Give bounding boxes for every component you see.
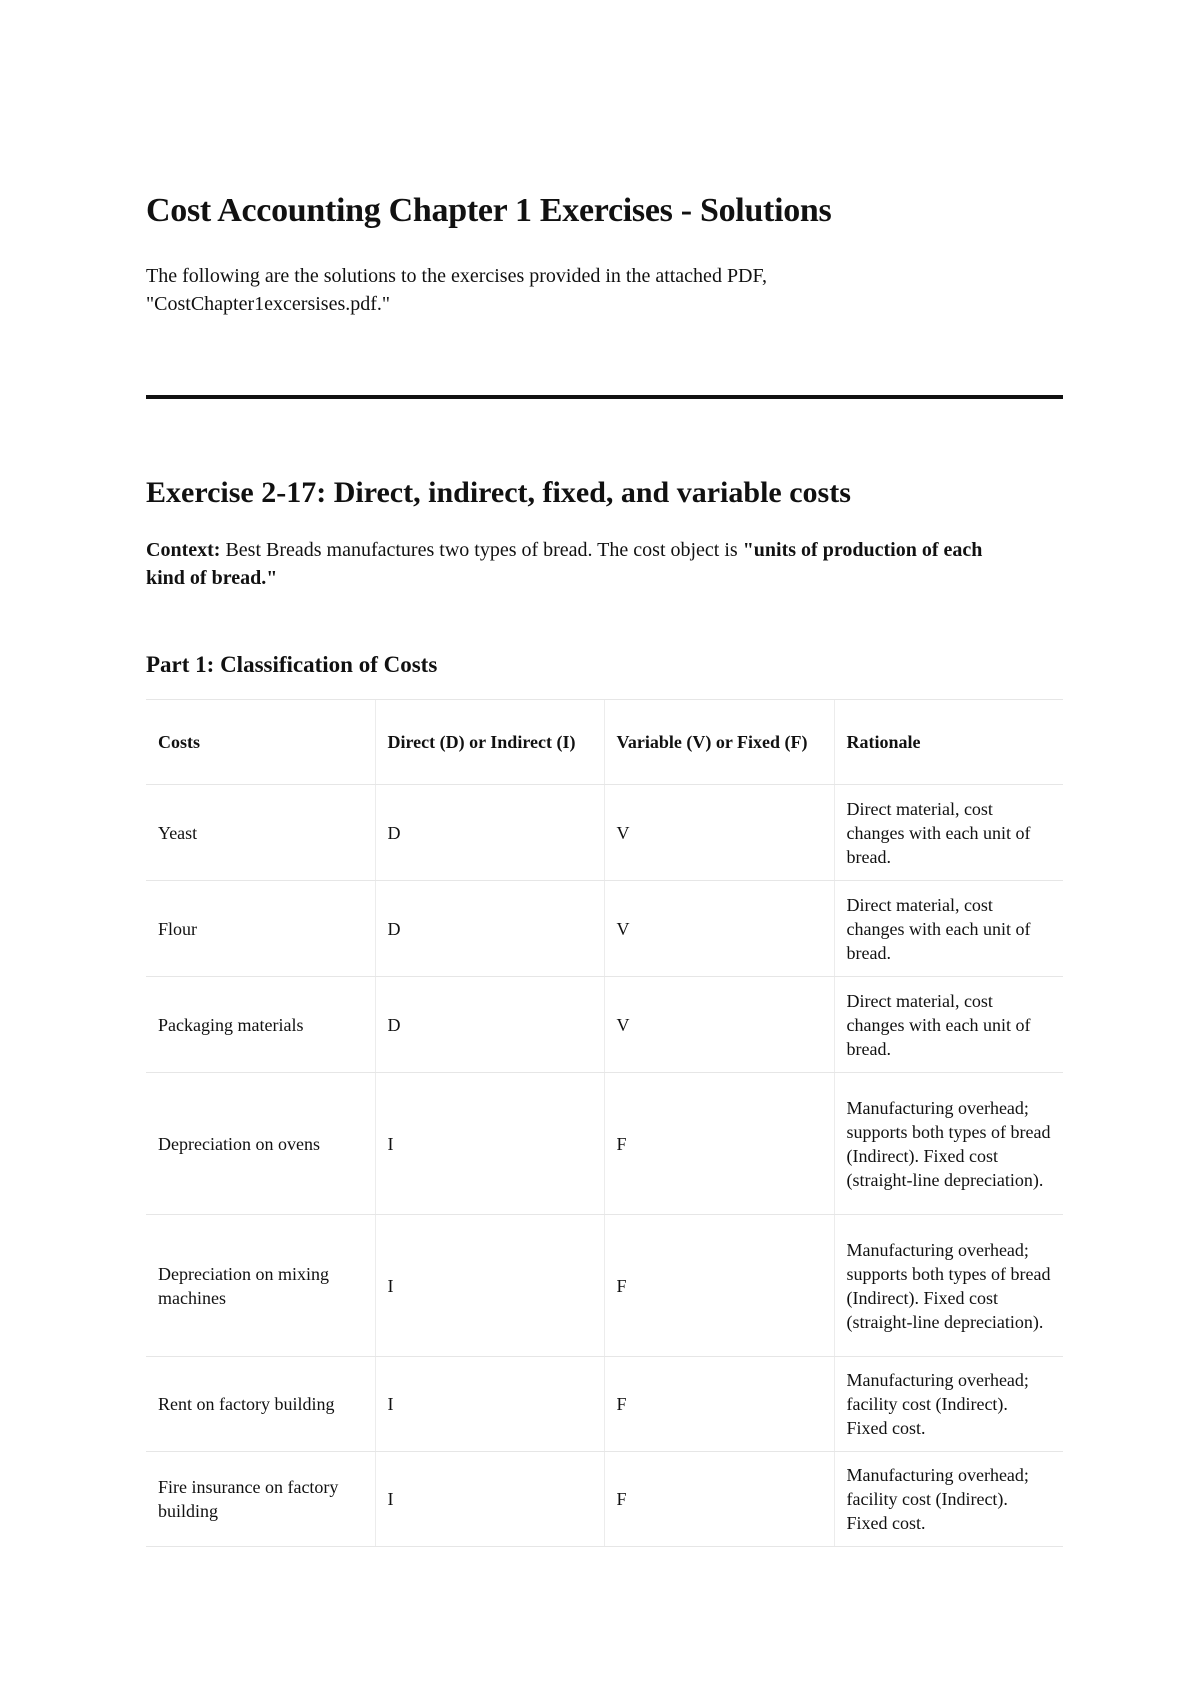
table-header-row (146, 700, 1063, 785)
rationale-cell: Direct material, cost changes with each unit of bread. (834, 785, 1063, 881)
table-row (146, 1357, 1063, 1452)
intro-paragraph: The following are the solutions to the exercises provided in the attached PDF, "CostChapter1excersises.pdf." (146, 265, 768, 315)
cost-cell: Flour (146, 881, 375, 977)
direct-indirect-cell: I (375, 1215, 604, 1357)
variable-fixed-cell: V (604, 785, 834, 881)
context-text: Best Breads manufactures two types of bread. The cost object is (220, 539, 743, 561)
direct-indirect-cell: I (375, 1452, 604, 1547)
rationale-cell: Direct material, cost changes with each unit of bread. (834, 977, 1063, 1073)
cost-cell: Depreciation on mixing machines (146, 1215, 375, 1357)
context-label: Context: (146, 539, 221, 561)
direct-indirect-cell: I (375, 1357, 604, 1452)
variable-fixed-cell: F (604, 1073, 834, 1215)
direct-indirect-cell: D (375, 785, 604, 881)
table-row (146, 1073, 1063, 1215)
direct-indirect-cell: D (375, 977, 604, 1073)
context-paragraph (146, 536, 1026, 592)
table-row (146, 977, 1063, 1073)
cost-cell: Yeast (146, 785, 375, 881)
variable-fixed-cell: V (604, 977, 834, 1073)
section-divider (146, 395, 1063, 399)
variable-fixed-cell: F (604, 1452, 834, 1547)
table-row (146, 1215, 1063, 1357)
cost-cell: Fire insurance on factory building (146, 1452, 375, 1547)
document-title: Cost Accounting Chapter 1 Exercises - Solutions (146, 192, 832, 229)
header-direct-indirect: Direct (D) or Indirect (I) (375, 700, 604, 785)
rationale-cell: Manufacturing overhead; supports both types of bread (Indirect). Fixed cost (straight-line depreciation). (834, 1073, 1063, 1215)
cost-cell: Depreciation on ovens (146, 1073, 375, 1215)
direct-indirect-cell: D (375, 881, 604, 977)
rationale-cell: Manufacturing overhead; facility cost (Indirect). Fixed cost. (834, 1357, 1063, 1452)
variable-fixed-cell: F (604, 1357, 834, 1452)
cost-cell: Rent on factory building (146, 1357, 375, 1452)
rationale-cell: Direct material, cost changes with each unit of bread. (834, 881, 1063, 977)
header-rationale: Rationale (834, 700, 1063, 785)
table-row (146, 881, 1063, 977)
variable-fixed-cell: F (604, 1215, 834, 1357)
rationale-cell: Manufacturing overhead; supports both types of bread (Indirect). Fixed cost (straight-line depreciation). (834, 1215, 1063, 1357)
part-title: Part 1: Classification of Costs (146, 652, 438, 677)
rationale-cell: Manufacturing overhead; facility cost (Indirect). Fixed cost. (834, 1452, 1063, 1547)
direct-indirect-cell: I (375, 1073, 604, 1215)
cost-classification-table (146, 699, 1063, 1547)
cost-cell: Packaging materials (146, 977, 375, 1073)
header-variable-fixed: Variable (V) or Fixed (F) (604, 700, 834, 785)
table-row (146, 1452, 1063, 1547)
variable-fixed-cell: V (604, 881, 834, 977)
table-row (146, 785, 1063, 881)
context-emphasis: "units of production of each kind of bread." (146, 539, 983, 589)
header-costs: Costs (146, 700, 375, 785)
exercise-title: Exercise 2-17: Direct, indirect, fixed, and variable costs (146, 476, 851, 509)
